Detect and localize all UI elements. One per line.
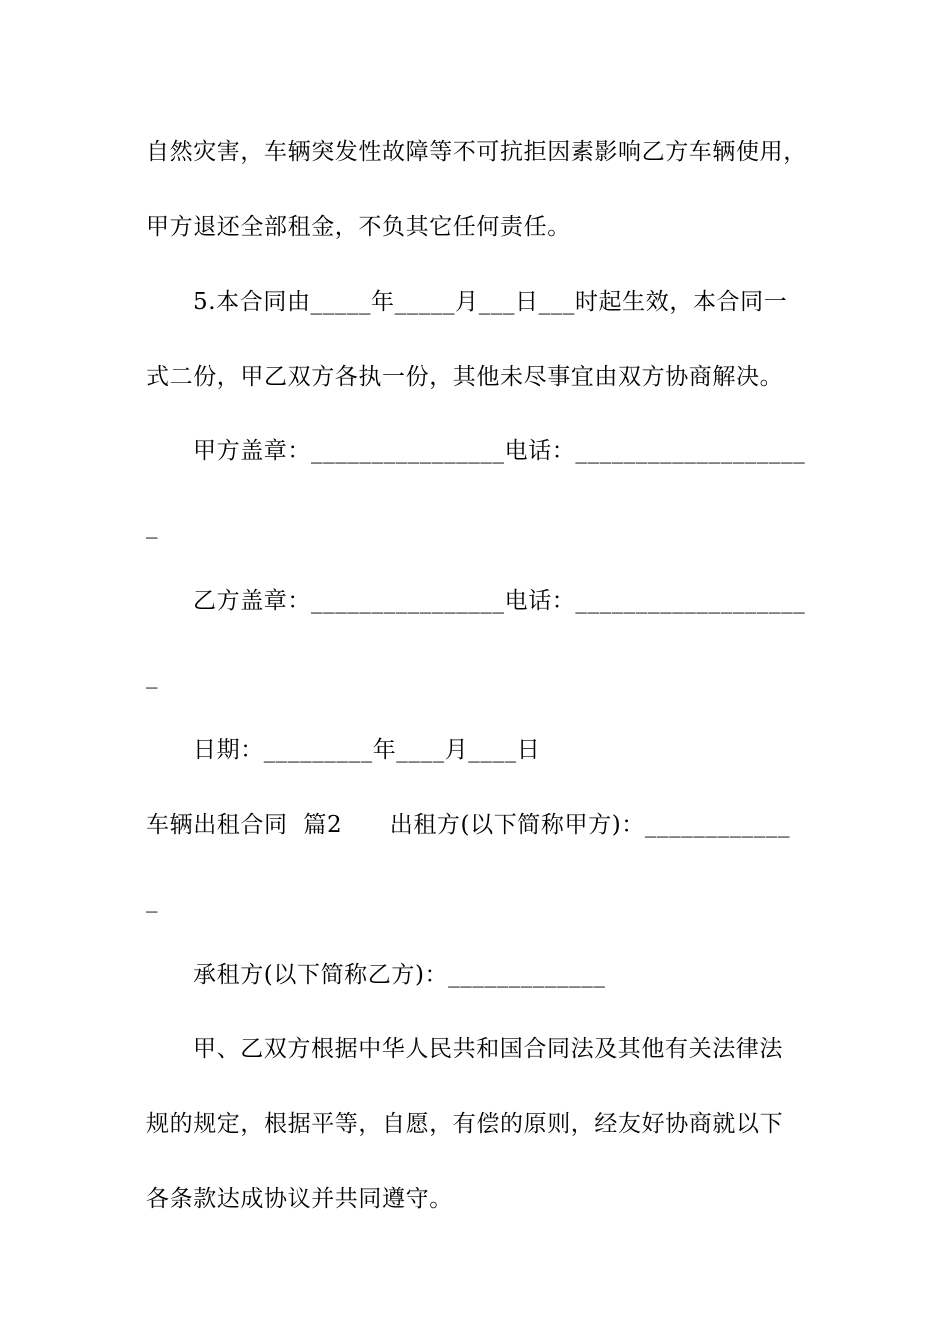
date-line: 日期：_________年____月____日 [193, 737, 541, 763]
text-line: _ [146, 887, 159, 913]
text-line: 各条款达成协议并共同遵守。 [146, 1186, 453, 1212]
text-line: 甲方退还全部租金，不负其它任何责任。 [146, 214, 571, 240]
text-line: 自然灾害，车辆突发性故障等不可抗拒因素影响乙方车辆使用， [146, 139, 807, 165]
text-line: 式二份，甲乙双方各执一份，其他未尽事宜由双方协商解决。 [146, 364, 784, 390]
text-line: 甲、乙双方根据中华人民共和国合同法及其他有关法律法 [193, 1036, 783, 1062]
section-heading-line: 车辆出租合同 篇2 出租方(以下简称甲方)：____________ [146, 812, 791, 838]
text-line: 规的规定，根据平等，自愿，有偿的原则，经友好协商就以下 [146, 1111, 784, 1137]
signature-line-party-a: 甲方盖章：________________电话：___________________ [193, 438, 806, 464]
text-line: 5.本合同由_____年_____月___日___时起生效，本合同一 [193, 289, 788, 315]
text-line: _ [146, 663, 159, 689]
lessee-line: 承租方(以下简称乙方)：_____________ [193, 962, 606, 988]
signature-line-party-b: 乙方盖章：________________电话：___________________ [193, 588, 806, 614]
text-line: _ [146, 513, 159, 539]
